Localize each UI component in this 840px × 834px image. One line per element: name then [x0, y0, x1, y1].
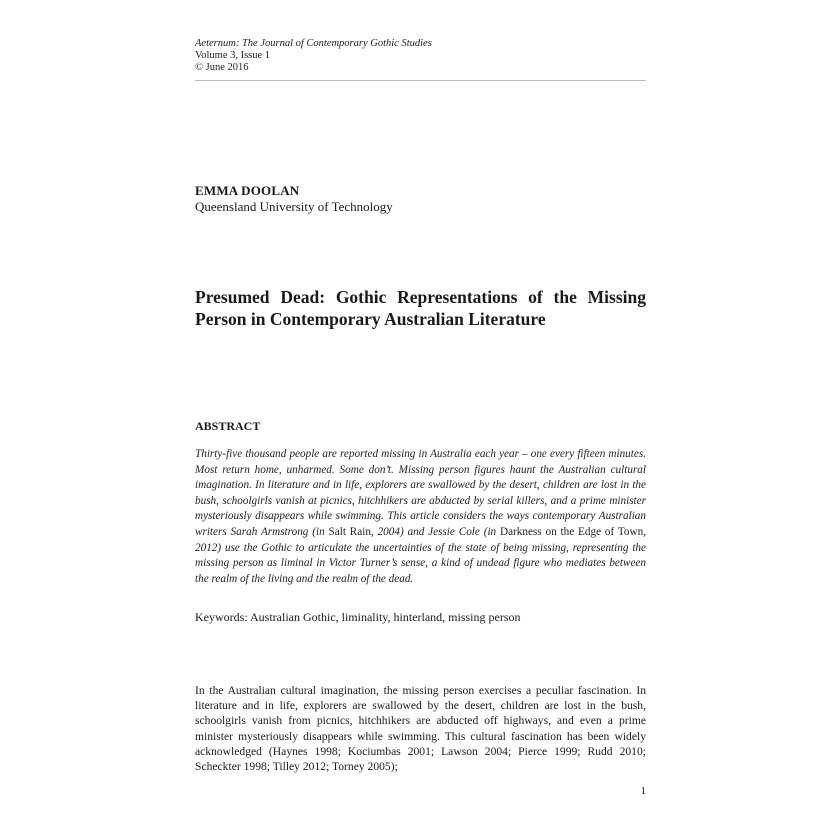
author-block — [195, 183, 393, 215]
abstract-work-salt-rain: Salt Rain — [328, 525, 371, 538]
keywords: Keywords: Australian Gothic, liminality, hinterland, missing person — [195, 610, 521, 624]
journal-title: Aeternum: The Journal of Contemporary Gothic Studies — [195, 38, 432, 49]
abstract-work-darkness: Darkness on the Edge of Town — [500, 525, 644, 538]
abstract-text — [195, 447, 646, 587]
article-title: Presumed Dead: Gothic Representations of the Missing Person in Contemporary Australian Literature — [195, 287, 646, 329]
abstract-part-1: Thirty-five thousand people are reported missing in Australia each year – one every fifteen minutes. Most return home, unharmed. Some don’t. Missing person figures haunt the Australian cultural imagination. In literature and in life, explorers are swallowed by the desert, children are lost in the bush, schoolgirls vanish at picnics, hitchhikers are abducted by serial killers, and a prime minister mysteriously disappears while swimming. This article considers the ways contemporary Australian writers Sarah Armstrong (in — [195, 448, 646, 538]
author-affiliation: Queensland University of Technology — [195, 199, 393, 214]
page-content — [195, 38, 646, 797]
header-divider — [195, 80, 646, 81]
journal-date: © June 2016 — [195, 62, 249, 73]
abstract-part-2: , 2004) and Jessie Cole (in — [370, 525, 500, 538]
page-number: 1 — [640, 785, 646, 797]
author-name: EMMA DOOLAN — [195, 183, 300, 198]
abstract-heading: ABSTRACT — [195, 419, 261, 433]
journal-header — [195, 38, 646, 74]
body-paragraph: In the Australian cultural imagination, the missing person exercises a peculiar fascination. In literature and in life, explorers are swallowed by the desert, children are lost in the bush, schoolgirls vanish from picnics, hitchhikers are abducted off highways, and even a prime minister mysteriously disappears while swimming. This cultural fascination has been widely acknowledged (Haynes 1998; Kociumbas 2001; Lawson 2004; Pierce 1999; Rudd 2010; Scheckter 1998; Tilley 2012; Torney 2005); — [195, 684, 646, 774]
abstract-part-3: , 2012) use the Gothic to articulate the uncertainties of the state of being missing, representing the missing person as liminal in Victor Turner’s sense, a kind of undead figure who mediates between the realm of the living and the realm of the dead. — [195, 525, 646, 585]
journal-volume: Volume 3, Issue 1 — [195, 50, 271, 61]
